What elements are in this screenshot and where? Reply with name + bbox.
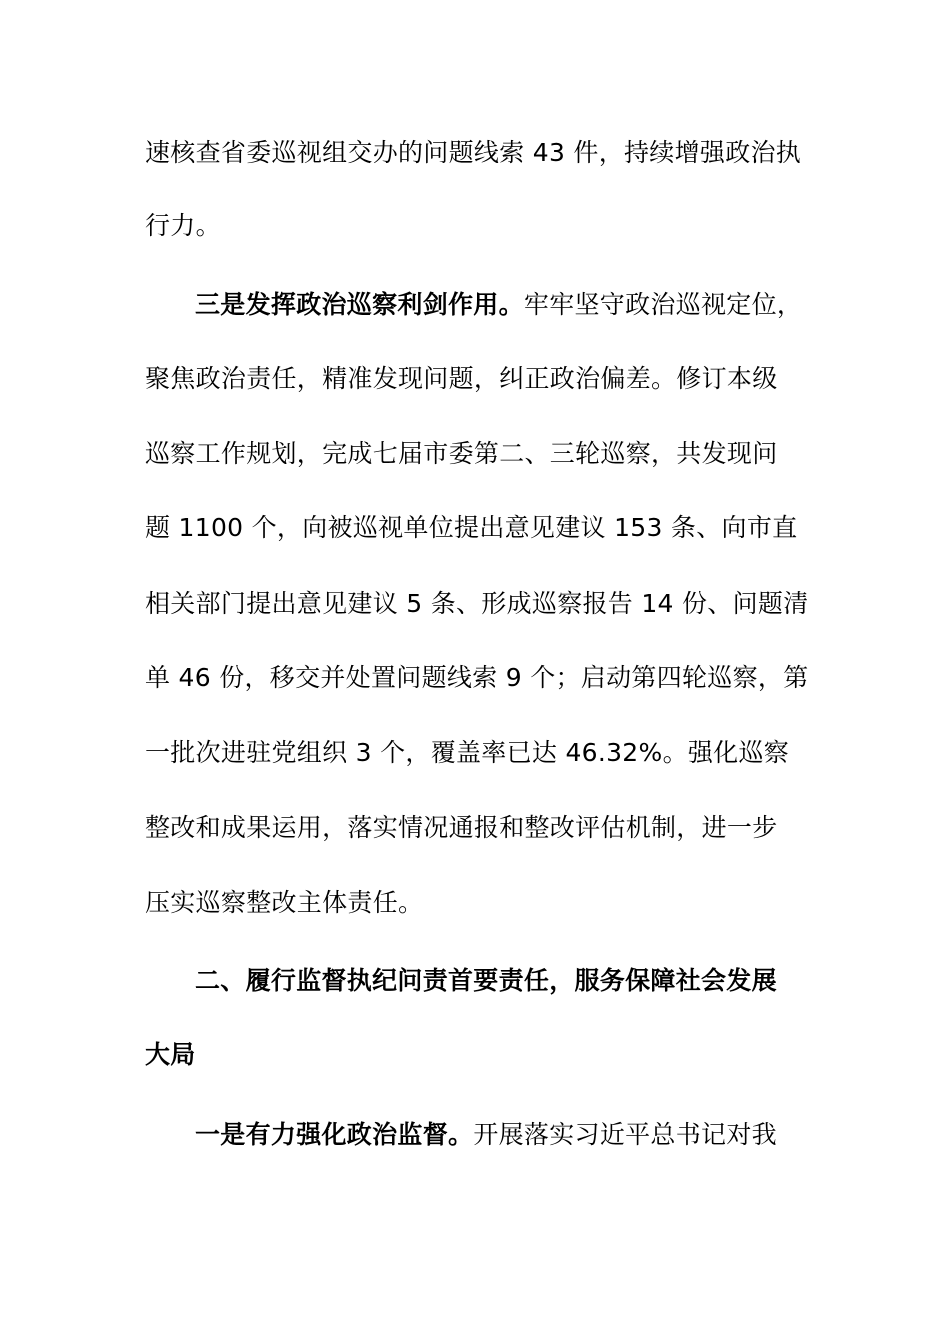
paragraph-line: 一批次进驻党组织 3 个，覆盖率已达 46.32%。强化巡察 <box>145 738 790 767</box>
paragraph-line <box>195 285 835 325</box>
section-heading: 二、履行监督执纪问责首要责任，服务保障社会发展 <box>195 966 777 995</box>
paragraph-lead: 三是发挥政治巡察利剑作用。 <box>195 290 524 319</box>
paragraph-line: 题 1100 个，向被巡视单位提出意见建议 153 条、向市直 <box>145 513 798 542</box>
paragraph-line: 巡察工作规划，完成七届市委第二、三轮巡察，共发现问 <box>145 439 778 468</box>
paragraph-line: 聚焦政治责任，精准发现问题，纠正政治偏差。修订本级 <box>145 364 778 393</box>
paragraph-line: 速核查省委巡视组交办的问题线索 43 件，持续增强政治执 <box>145 138 802 167</box>
paragraph-line: 整改和成果运用，落实情况通报和整改评估机制，进一步 <box>145 813 778 842</box>
section-heading: 大局 <box>145 1040 196 1069</box>
paragraph-lead: 一是有力强化政治监督。 <box>195 1120 474 1149</box>
paragraph-text: 开展落实习近平总书记对我 <box>473 1120 777 1149</box>
paragraph-text: 牢牢坚守政治巡视定位， <box>523 290 803 319</box>
paragraph-line: 相关部门提出意见建议 5 条、形成巡察报告 14 份、问题清 <box>145 589 809 618</box>
paragraph-line <box>195 1115 835 1155</box>
paragraph-line: 压实巡察整改主体责任。 <box>145 888 424 917</box>
paragraph-line: 单 46 份，移交并处置问题线索 9 个；启动第四轮巡察，第 <box>145 663 809 692</box>
paragraph-line: 行力。 <box>145 211 221 240</box>
